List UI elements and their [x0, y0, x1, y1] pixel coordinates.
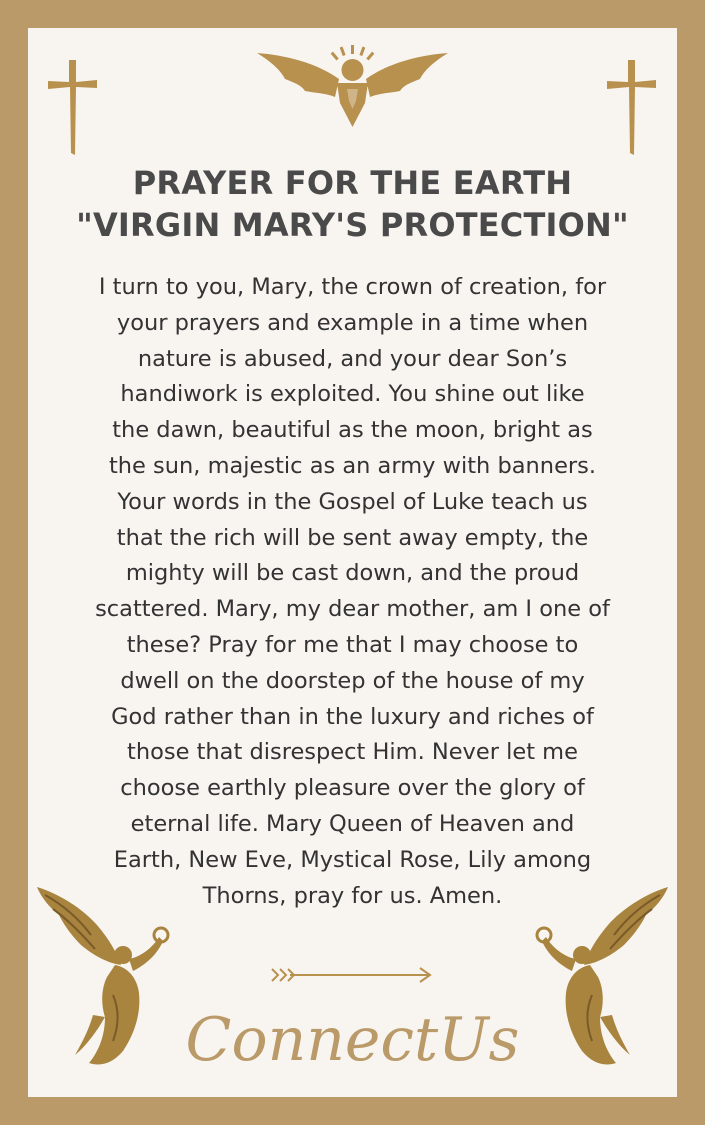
- prayer-line: the dawn, beautiful as the moon, bright as: [112, 417, 593, 444]
- prayer-line: the sun, majestic as an army with banners.: [108, 452, 597, 479]
- title-subtitle: "VIRGIN MARY'S PROTECTION": [76, 206, 629, 244]
- prayer-line: those that disrespect Him. Never let me: [127, 739, 578, 766]
- prayer-line: these? Pray for me that I may choose to: [126, 631, 579, 658]
- cross-icon: [45, 58, 100, 158]
- prayer-line: eternal life. Mary Queen of Heaven and: [130, 810, 575, 837]
- prayer-line: Thorns, pray for us. Amen.: [202, 882, 503, 909]
- winged-sun-icon: [255, 45, 450, 130]
- prayer-line: God rather than in the luxury and riches of: [111, 703, 594, 730]
- arrow-icon: [270, 964, 435, 986]
- prayer-line: choose earthly pleasure over the glory of: [120, 775, 585, 802]
- prayer-body: [50, 270, 655, 914]
- prayer-line: that the rich will be sent away empty, the: [116, 524, 589, 551]
- cross-icon: [604, 58, 659, 158]
- prayer-line: Your words in the Gospel of Luke teach us: [117, 488, 588, 515]
- prayer-line: your prayers and example in a time when: [116, 309, 589, 336]
- prayer-line: dwell on the doorstep of the house of my: [120, 667, 585, 694]
- prayer-line: nature is abused, and your dear Son’s: [137, 345, 568, 372]
- prayer-line: handiwork is exploited. You shine out like: [120, 381, 585, 408]
- prayer-line: I turn to you, Mary, the crown of creation, for: [98, 274, 607, 300]
- brand-logo: ConnectUs: [185, 1005, 520, 1075]
- prayer-title: [0, 162, 705, 246]
- title-line: PRAYER FOR THE EARTH: [132, 164, 573, 202]
- prayer-line: mighty will be cast down, and the proud: [125, 560, 580, 587]
- prayer-line: scattered. Mary, my dear mother, am I one of: [95, 596, 610, 623]
- prayer-line: Earth, New Eve, Mystical Rose, Lily among: [113, 846, 592, 873]
